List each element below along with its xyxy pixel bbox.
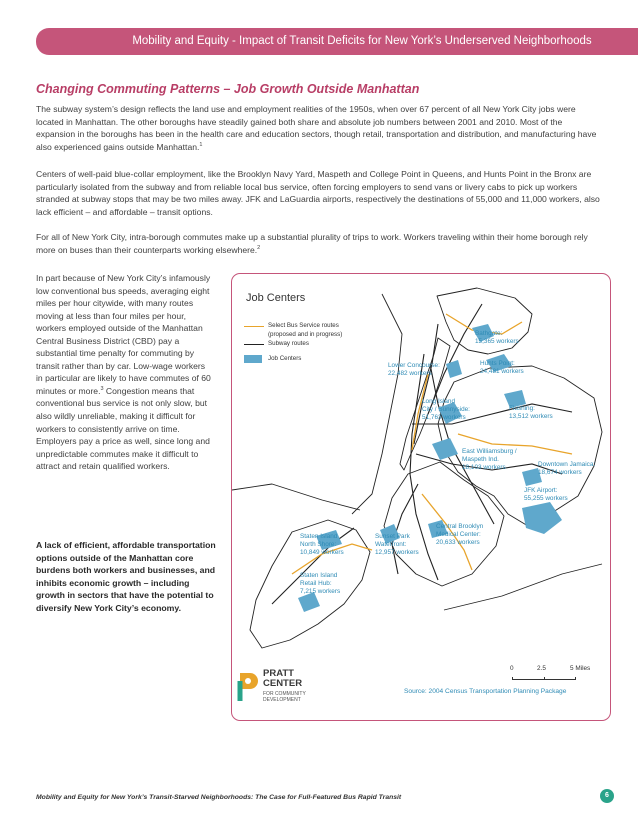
label-bathgate-name: Bathgate: [475, 330, 503, 337]
label-jfk-count: 55,255 workers [524, 495, 568, 502]
pratt-name-1: PRATT [263, 668, 294, 679]
job-center-jfk [522, 502, 562, 534]
scale-tick-0: 0 [510, 665, 514, 672]
pratt-center-logo [232, 669, 342, 711]
label-sunset-name: Sunset Park [375, 533, 410, 540]
legend-subway [244, 340, 342, 349]
legend-sbs [244, 322, 342, 331]
label-williamsburg-name: East Williamsburg / [462, 448, 517, 455]
map-source: Source: 2004 Census Transportation Planning Package [404, 688, 567, 695]
label-lic-name: Long Island [422, 398, 456, 405]
legend-job-swatch [244, 355, 262, 363]
label-lower-concourse-count: 22,482 workers [388, 370, 432, 377]
label-hunts-point [480, 360, 524, 376]
label-williamsburg-name-2: Maspeth Ind. [462, 456, 499, 463]
label-lower-concourse-name: Lower Concourse: [388, 362, 440, 369]
left-column-text [36, 272, 214, 473]
legend-sbs-label: Select Bus Service routes [268, 322, 339, 329]
left-column-text-b: Congestion means that conventional bus service is not only slow, but also wildly unreliable, making it difficult for workers to consistently arrive on time. Employers pay a price as well, since long and unpredictable commutes make it difficult to attract and retain qualified workers. [36, 385, 210, 472]
header-band [36, 28, 638, 55]
label-si-north-name-2: North Shore: [300, 541, 337, 548]
label-sunset-name-2: Waterfront: [375, 541, 407, 548]
map-title: Job Centers [246, 292, 306, 304]
label-flushing-count: 13,512 workers [509, 413, 553, 420]
label-jfk-name: JFK Airport: [524, 487, 558, 494]
pratt-logo-mark-icon [234, 669, 262, 703]
footer-text: Mobility and Equity for New York’s Transit-Starved Neighborhoods: The Case for Full-Featured Bus Rapid Transit [36, 794, 402, 801]
label-jamaica-count: 18,674 workers [538, 469, 582, 476]
label-si-north-count: 10,849 workers [300, 549, 344, 556]
pratt-subtitle [263, 691, 306, 703]
label-si-retail [300, 572, 340, 596]
paragraph-2: Centers of well-paid blue-collar employment, like the Brooklyn Navy Yard, Maspeth and College Point in Queens, and Hunts Point in the Bronx are particularly isolated from the subway and from reliable local bus service, often forcing employers to send vans or livery cabs to pick up workers stranded at subway stops that may be two miles away. JFK and LaGuardia airports, respectively the destinations of 55,000 and 11,000 workers, also lack efficient – and affordable – transit options. [36, 169, 600, 217]
nj-shoreline [352, 294, 402, 514]
pratt-sub-2: DEVELOPMENT [263, 697, 301, 703]
label-lic-name-2: City / Sunnyside: [422, 406, 470, 413]
left-column-text-a: In part because of New York City’s infamously low conventional bus speeds, averaging eight miles per hour citywide, with many routes moving at less than four miles per hour, workers employed outside of the Manhattan Central Business District (CBD) pay a substantial time penalty for commuting by transit rather than by car. Low-wage workers in particular are likely to have commutes of 60 minutes or more. [36, 273, 211, 396]
label-lic [422, 398, 470, 422]
label-sunset-count: 12,957 workers [375, 549, 419, 556]
footnote-ref-1[interactable]: 1 [199, 141, 203, 148]
scale-bar-mid [544, 677, 545, 680]
scale-tick-1: 2.5 [537, 665, 546, 672]
scale-tick-2: 5 Miles [570, 665, 591, 672]
header-title: Mobility and Equity - Impact of Transit Deficits for New York’s Underserved Neighborhoods [132, 35, 592, 47]
label-si-retail-name: Staten Island [300, 572, 338, 579]
legend-subway-label: Subway routes [268, 340, 309, 347]
paragraph-1-text: The subway system’s design reflects the land use and employment realities of the 1950s, when over 67 percent of all New York City jobs were located in Manhattan. The other boroughs have steadily gained both share and absolute job numbers between 2001 and 2010. Most of the expansion in the boroughs has been in the health care and education sectors, though retail, transportation and distribution, and manufacturing have also experienced gains outside Manhattan. [36, 104, 597, 152]
rockaway-outline [444, 564, 602, 610]
label-jfk [524, 487, 568, 503]
paragraph-3-text: For all of New York City, intra-borough commutes make up a substantial plurality of trips to work. Workers traveling within their home borough rely more on buses than their counterparts working elsewhere. [36, 232, 588, 255]
label-hunts-point-count: 24,481 workers [480, 368, 524, 375]
left-column-callout: A lack of efficient, affordable transportation options outside of the Manhattan core burdens both workers and businesses, and inhibits economic growth – including growth in sectors that have the potential to diversify New York City’s economy. [36, 540, 216, 613]
page-number-badge: 6 [600, 789, 614, 803]
label-lic-count: 51,763 workers [422, 414, 466, 421]
label-si-retail-count: 7,215 workers [300, 588, 341, 595]
map-legend [244, 322, 342, 364]
label-jamaica-name: Downtown Jamaica: [538, 461, 596, 468]
label-si-north [300, 533, 344, 557]
label-si-retail-name-2: Retail Hub: [300, 580, 332, 587]
label-williamsburg [462, 448, 517, 472]
legend-subway-line [244, 344, 264, 345]
footnote-ref-2[interactable]: 2 [257, 244, 261, 251]
label-bathgate-count: 15,365 workers [475, 338, 519, 345]
footnote-ref-3[interactable]: 3 [100, 386, 104, 393]
label-flushing [509, 405, 553, 421]
legend-sbs-note: (proposed and in progress) [268, 331, 343, 338]
paragraph-1 [36, 103, 602, 153]
label-hunts-point-name: Hunts Point: [480, 360, 515, 367]
label-bathgate [475, 330, 519, 346]
paragraph-3 [36, 231, 602, 256]
pratt-name [263, 669, 302, 689]
legend-job-label: Job Centers [268, 355, 302, 362]
label-cbmc-name-2: Medical Center: [436, 531, 481, 538]
label-jamaica [538, 461, 595, 477]
label-si-north-name: Staten Island [300, 533, 338, 540]
job-center-williamsburg [432, 438, 458, 460]
label-cbmc-count: 20,633 workers [436, 539, 480, 546]
legend-sbs-line [244, 326, 264, 327]
label-cbmc [436, 523, 483, 547]
legend-sbs-note-row [244, 331, 342, 340]
nj-shoreline-2 [232, 484, 360, 510]
section-title: Changing Commuting Patterns – Job Growth Outside Manhattan [36, 82, 420, 96]
job-center-lower-concourse [446, 360, 462, 378]
label-flushing-name: Flushing: [509, 405, 535, 412]
legend-job-centers [244, 355, 342, 364]
label-sunset [375, 533, 419, 557]
pratt-sub-1: FOR COMMUNITY [263, 691, 306, 697]
job-centers-map [231, 273, 611, 721]
label-lower-concourse [388, 362, 440, 378]
label-cbmc-name: Central Brooklyn [436, 523, 484, 530]
pratt-name-2: CENTER [263, 678, 303, 689]
label-williamsburg-count: 18,103 workers [462, 464, 506, 471]
